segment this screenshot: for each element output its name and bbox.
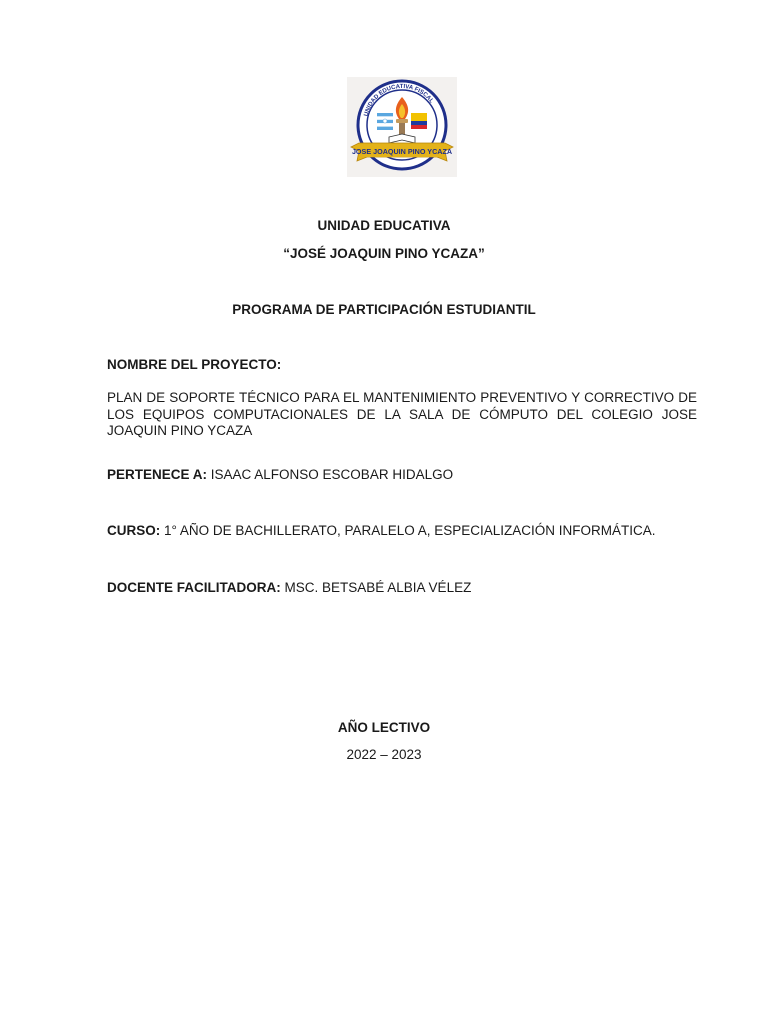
teacher-row xyxy=(107,580,697,597)
year-value: 2022 – 2023 xyxy=(346,747,422,762)
owner-value: ISAAC ALFONSO ESCOBAR HIDALGO xyxy=(207,467,454,482)
institution-line-1: UNIDAD EDUCATIVA xyxy=(317,218,451,233)
owner-label: PERTENECE A: xyxy=(107,467,208,482)
project-name-value: PLAN DE SOPORTE TÉCNICO PARA EL MANTENIMIENTO PREVENTIVO Y CORRECTIVO DE LOS EQUIPOS COMPUTACIONALES DE LA SALA DE CÓMPUTO DEL COLEGIO JOSE JOAQUIN PINO YCAZA xyxy=(107,390,697,438)
logo-arc-text: UNIDAD EDUCATIVA FISCAL xyxy=(363,83,435,117)
teacher-label: DOCENTE FACILITADORA: xyxy=(107,580,281,595)
school-crest-icon xyxy=(347,77,457,177)
course-row xyxy=(107,523,697,540)
logo-ribbon-text: JOSE JOAQUIN PINO YCAZA xyxy=(351,147,453,156)
year-label: AÑO LECTIVO xyxy=(337,720,431,735)
project-name-label: NOMBRE DEL PROYECTO: xyxy=(107,357,282,372)
institution-line-2: “JOSÉ JOAQUIN PINO YCAZA” xyxy=(283,246,485,261)
course-value: 1° AÑO DE BACHILLERATO, PARALELO A, ESPECIALIZACIÓN INFORMÁTICA. xyxy=(160,523,656,538)
course-label: CURSO: xyxy=(107,523,161,538)
teacher-value: MSC. BETSABÉ ALBIA VÉLEZ xyxy=(280,580,472,595)
owner-row xyxy=(107,467,697,484)
school-logo xyxy=(347,77,457,177)
program-title: PROGRAMA DE PARTICIPACIÓN ESTUDIANTIL xyxy=(232,302,536,317)
